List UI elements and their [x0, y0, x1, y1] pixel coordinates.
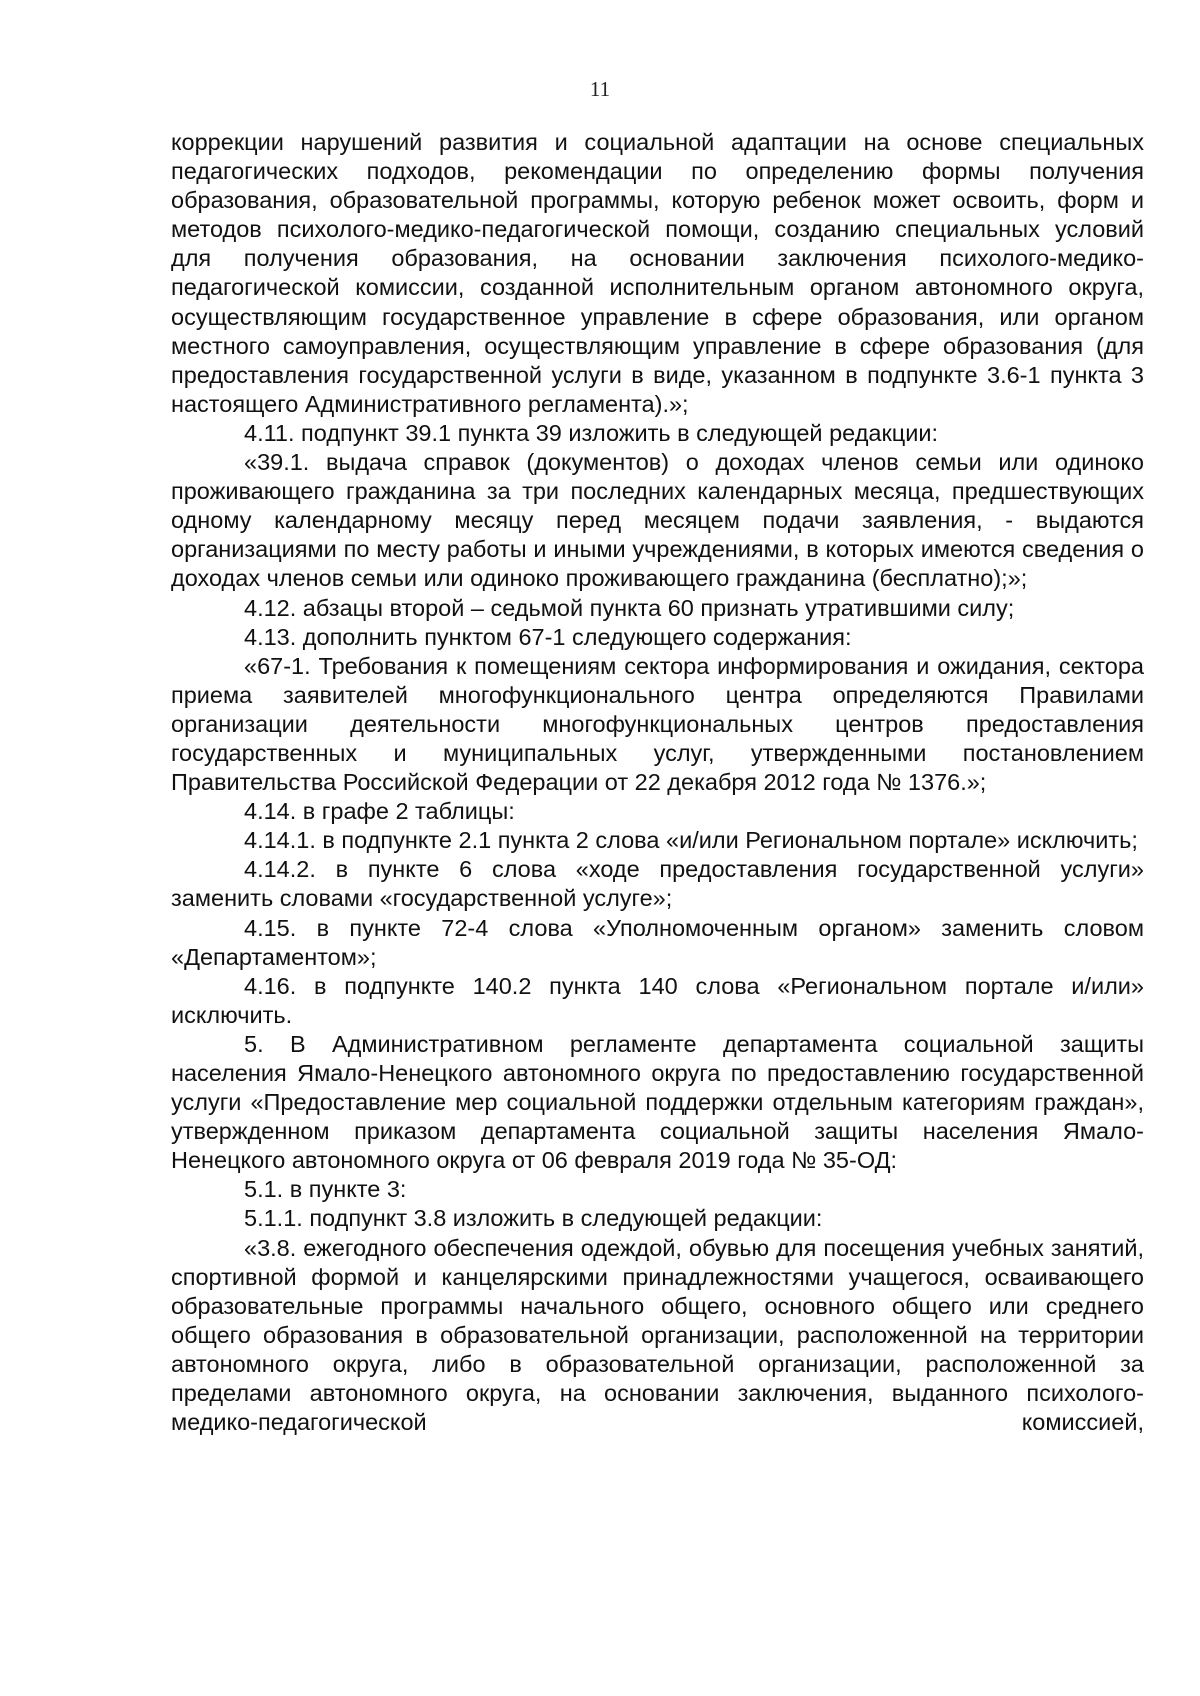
paragraph: 4.12. абзацы второй – седьмой пункта 60 признать утратившими силу; — [244, 594, 1015, 621]
paragraph: 4.14.2. в пункте 6 слова «ходе предоставления государственной услуги» заменить словами «государственной услуге»; — [171, 856, 1144, 912]
page-number: 11 — [589, 77, 611, 101]
paragraph: «67-1. Требования к помещениям сектора информирования и ожидания, сектора приема заявителей многофункционального центра определяются Правилами организации деятельности многофункциональных центров предоставления государственных и муниципальных услуг, утвержденными постановлением Правительства Российской Федерации от 22 декабря 2012 года № 1376.»; — [171, 652, 1144, 796]
paragraph: коррекции нарушений развития и социальной адаптации на основе специальных педагогических подходов, рекомендации по определению формы получения образования, образовательной программы, которую ребенок может освоить, форм и методов психолого-медико-педагогической помощи, созданию специальных условий для получения образования, на основании заключения психолого-медико-педагогической комиссии, созданной исполнительным органом автономного округа, осуществляющим государственное управление в сфере образования, или органом местного самоуправления, осуществляющим управление в сфере образования (для предоставления государственной услуги в виде, указанном в подпункте 3.6-1 пункта 3 настоящего Административного регламента).»; — [171, 129, 1144, 417]
paragraph: «3.8. ежегодного обеспечения одеждой, обувью для посещения учебных занятий, спортивной формой и канцелярскими принадлежностями учащегося, осваивающего образовательные программы начального общего, основного общего или среднего общего образования в образовательной организации, расположенной на территории автономного округа, либо в образовательной организации, расположенной за пределами автономного округа, на основании заключения, выданного психолого-медико-педагогической комиссией, — [171, 1234, 1144, 1436]
paragraph: 5.1. в пункте 3: — [244, 1176, 407, 1203]
document-body — [171, 128, 1144, 1437]
paragraph: 4.13. дополнить пунктом 67-1 следующего содержания: — [244, 623, 852, 650]
paragraph: 5.1.1. подпункт 3.8 изложить в следующей редакции: — [244, 1205, 823, 1232]
paragraph: «39.1. выдача справок (документов) о доходах членов семьи или одиноко проживающего гражданина за три последних календарных месяца, предшествующих одному календарному месяцу перед месяцем подачи заявления, - выдаются организациями по месту работы и иными учреждениями, в которых имеются сведения о доходах членов семьи или одиноко проживающего гражданина (бесплатно);»; — [171, 449, 1144, 592]
paragraph: 4.15. в пункте 72-4 слова «Уполномоченным органом» заменить словом «Департаментом»; — [171, 914, 1144, 970]
paragraph: 5. В Административном регламенте департамента социальной защиты населения Ямало-Ненецкого автономного округа по предоставлению государственной услуги «Предоставление мер социальной поддержки отдельным категориям граждан», утвержденном приказом департамента социальной защиты населения Ямало-Ненецкого автономного округа от 06 февраля 2019 года № 35-ОД: — [171, 1030, 1144, 1174]
paragraph: 4.16. в подпункте 140.2 пункта 140 слова «Региональном портале и/или» исключить. — [171, 972, 1144, 1028]
paragraph: 4.14. в графе 2 таблицы: — [244, 798, 515, 825]
paragraph: 4.11. подпункт 39.1 пункта 39 изложить в следующей редакции: — [244, 419, 939, 446]
paragraph: 4.14.1. в подпункте 2.1 пункта 2 слова «и/или Региональном портале» исключить; — [244, 827, 1138, 854]
